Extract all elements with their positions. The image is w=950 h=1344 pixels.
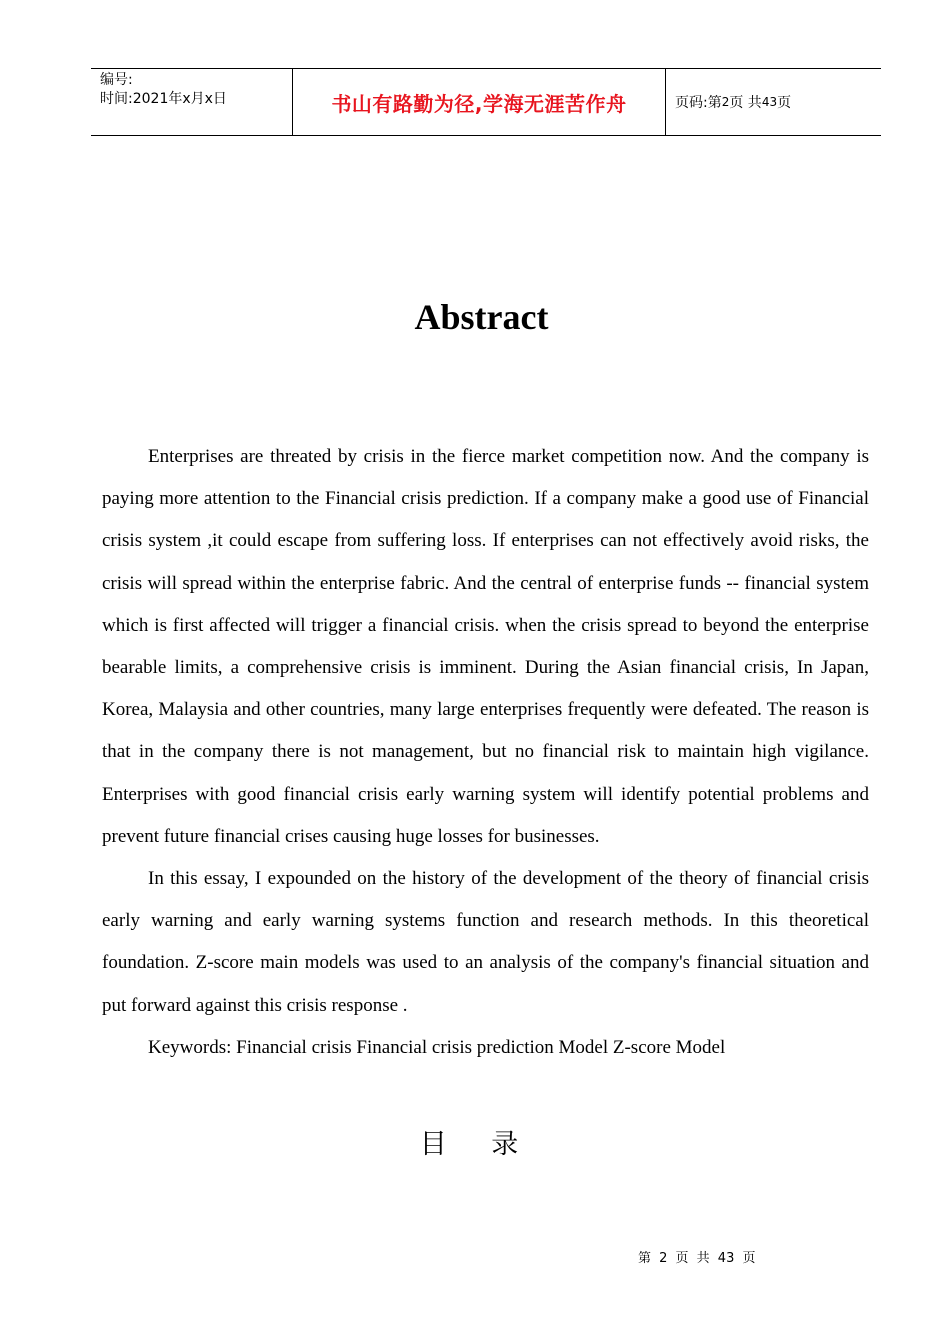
header-meta <box>91 69 293 135</box>
header-page-info <box>666 69 881 135</box>
page-header <box>91 68 881 136</box>
abstract-body <box>102 436 869 1069</box>
page-footer: 第 2 页 共 43 页 <box>638 1251 756 1266</box>
header-page-current: 2 <box>721 95 730 109</box>
abstract-title: Abstract <box>414 297 549 337</box>
header-page-prefix: 页码:第 <box>675 95 722 111</box>
header-motto: 书山有路勤为径,学海无涯苦作舟 <box>293 69 666 135</box>
abstract-paragraph-2: In this essay, I expounded on the history of the development of the theory of financial crisis early warning and early warning systems function and research methods. In this theoretical foundation. Z-score main models was used to an analysis of the company's financial situation and put forward against this crisis response . <box>102 868 869 1016</box>
header-page-suffix: 页 <box>777 95 792 111</box>
header-page-total: 43 <box>761 95 778 109</box>
header-number-label: 编号: <box>100 72 133 88</box>
abstract-paragraph-1: Enterprises are threated by crisis in the fierce market competition now. And the company is paying more attention to the Financial crisis prediction. If a company make a good use of Financial crisis system ,it could escape from suffering loss. If enterprises can not effectively avoid risks, the crisis will spread within the enterprise fabric. And the central of enterprise funds -- financial system which is first affected will trigger a financial crisis. when the crisis spread to beyond the enterprise bearable limits, a comprehensive crisis is imminent. During the Asian financial crisis, In Japan, Korea, Malaysia and other countries, many large enterprises frequently were defeated. The reason is that in the company there is not management, but no financial risk to maintain high vigilance. Enterprises with good financial crisis early warning system will identify potential problems and prevent future financial crises causing huge losses for businesses. <box>102 446 869 847</box>
keywords-line: Keywords: Financial crisis Financial crisis prediction Model Z-score Model <box>148 1036 726 1058</box>
toc-heading: 目 录 <box>419 1129 537 1160</box>
header-page-middle: 页 共 <box>729 95 762 111</box>
header-time-label: 时间:2021年x月x日 <box>100 91 227 107</box>
